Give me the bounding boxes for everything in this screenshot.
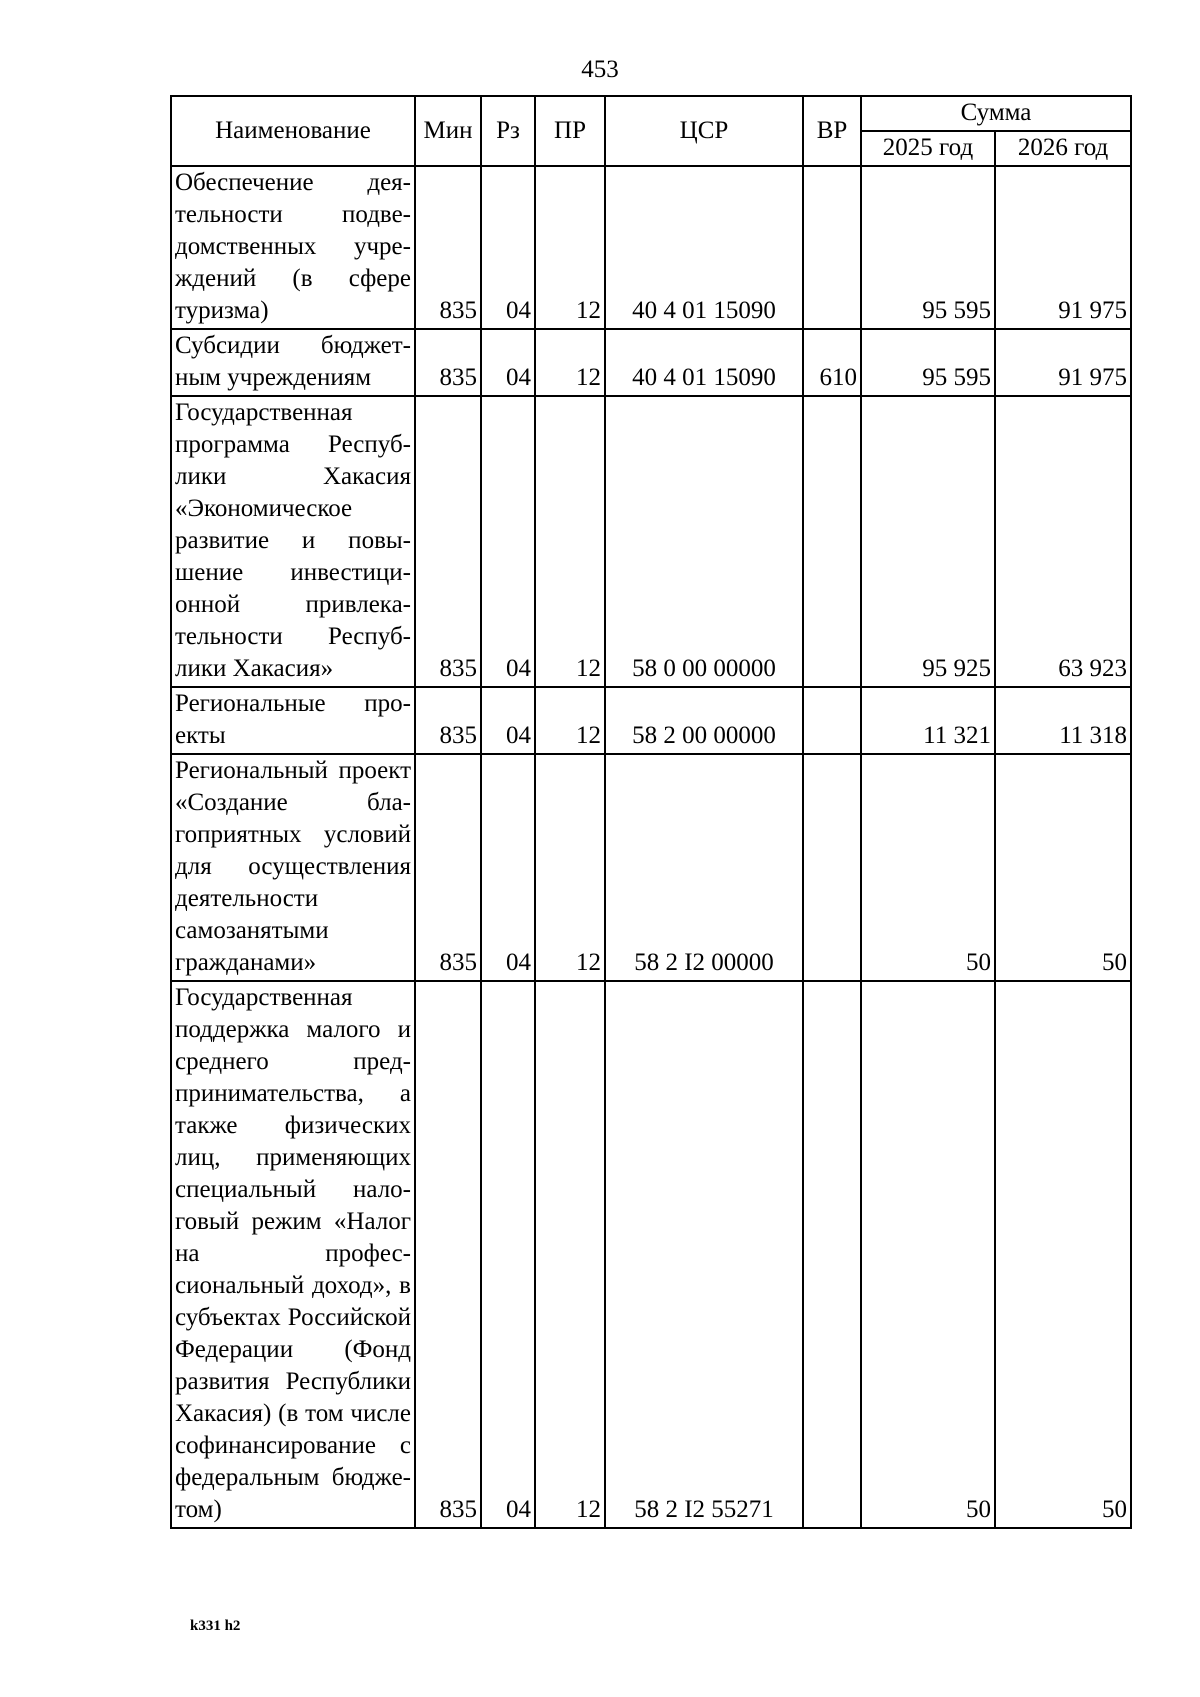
row-name: Субсидии бюджетным учреждениям <box>171 329 415 396</box>
row-vr: 610 <box>803 329 861 396</box>
row-sum-2025: 95 925 <box>861 396 995 687</box>
row-rz: 04 <box>481 981 535 1528</box>
row-vr <box>803 981 861 1528</box>
row-rz: 04 <box>481 329 535 396</box>
row-csr: 58 2 I2 00000 <box>605 754 803 981</box>
row-name: Региональный проект «Создание благоприятных условий для осуществления деятельности самозанятыми гражданами» <box>171 754 415 981</box>
header-row <box>171 96 1131 131</box>
table-row <box>171 396 1131 687</box>
row-vr <box>803 166 861 329</box>
row-csr: 40 4 01 15090 <box>605 329 803 396</box>
header-min: Мин <box>415 96 481 166</box>
header-pr: ПР <box>535 96 605 166</box>
table-row <box>171 981 1131 1528</box>
row-rz: 04 <box>481 754 535 981</box>
table-row <box>171 754 1131 981</box>
row-pr: 12 <box>535 981 605 1528</box>
header-csr: ЦСР <box>605 96 803 166</box>
row-min: 835 <box>415 166 481 329</box>
header-name: Наименование <box>171 96 415 166</box>
row-sum-2026: 91 975 <box>995 166 1131 329</box>
row-vr <box>803 754 861 981</box>
table-row <box>171 329 1131 396</box>
row-pr: 12 <box>535 396 605 687</box>
row-csr: 58 2 00 00000 <box>605 687 803 754</box>
row-rz: 04 <box>481 687 535 754</box>
row-csr: 58 0 00 00000 <box>605 396 803 687</box>
page-number: 453 <box>581 56 619 83</box>
row-csr: 58 2 I2 55271 <box>605 981 803 1528</box>
row-min: 835 <box>415 754 481 981</box>
header-vr: ВР <box>803 96 861 166</box>
row-csr: 40 4 01 15090 <box>605 166 803 329</box>
row-rz: 04 <box>481 396 535 687</box>
row-name: Региональные проекты <box>171 687 415 754</box>
row-sum-2025: 11 321 <box>861 687 995 754</box>
row-pr: 12 <box>535 754 605 981</box>
table-row <box>171 687 1131 754</box>
header-sum: Сумма <box>861 96 1131 131</box>
row-sum-2026: 50 <box>995 754 1131 981</box>
row-sum-2025: 50 <box>861 754 995 981</box>
header-rz: Рз <box>481 96 535 166</box>
row-pr: 12 <box>535 166 605 329</box>
header-year-2026: 2026 год <box>995 131 1131 166</box>
row-min: 835 <box>415 396 481 687</box>
row-min: 835 <box>415 981 481 1528</box>
row-min: 835 <box>415 687 481 754</box>
row-name: Обеспечение деятельности подведомственных учреждений (в сфере туризма) <box>171 166 415 329</box>
row-min: 835 <box>415 329 481 396</box>
row-rz: 04 <box>481 166 535 329</box>
row-sum-2026: 11 318 <box>995 687 1131 754</box>
footer-code: k331 h2 <box>190 1618 241 1634</box>
row-name: Государственная поддержка малого и среднего предпринимательства, а также физических лиц, применяющих специальный налоговый режим «Налог на профессиональный доход», в субъектах Российской Федерации (Фонд развития Республики Хакасия) (в том числе софинансирование с федеральным бюджетом) <box>171 981 415 1528</box>
row-vr <box>803 687 861 754</box>
row-vr <box>803 396 861 687</box>
header-year-2025: 2025 год <box>861 131 995 166</box>
table-row <box>171 166 1131 329</box>
row-sum-2026: 91 975 <box>995 329 1131 396</box>
row-pr: 12 <box>535 329 605 396</box>
row-sum-2025: 50 <box>861 981 995 1528</box>
row-sum-2025: 95 595 <box>861 166 995 329</box>
row-pr: 12 <box>535 687 605 754</box>
row-name: Государственная программа Республики Хакасия «Экономическое развитие и повышение инвестиционной привлекательности Республики Хакасия» <box>171 396 415 687</box>
row-sum-2026: 50 <box>995 981 1131 1528</box>
row-sum-2025: 95 595 <box>861 329 995 396</box>
budget-table <box>170 95 1132 1529</box>
row-sum-2026: 63 923 <box>995 396 1131 687</box>
